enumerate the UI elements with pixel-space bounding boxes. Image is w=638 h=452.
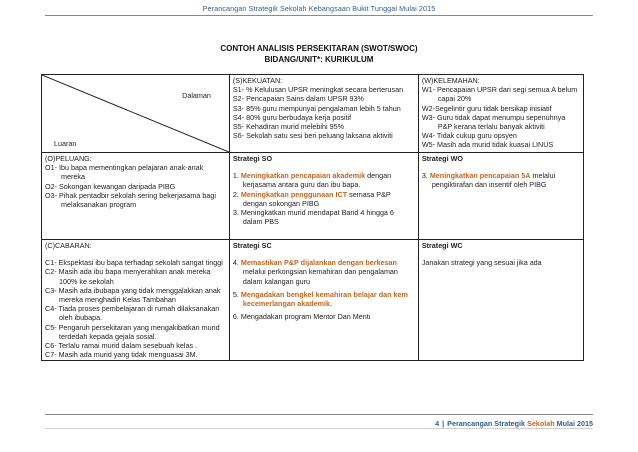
list-item: W2-Segelintir guru tidak bersikap inisiatif <box>421 103 552 113</box>
strategy-item-highlight: Mengadakan bengkel kemahiran belajar dan kem kecemerlangan akademik. <box>240 289 408 309</box>
strategy-wo-cell <box>418 153 583 240</box>
strengths-list <box>233 85 415 140</box>
strategy-item <box>233 171 415 189</box>
strategy-item-number: 4. <box>232 258 239 268</box>
strategy-item <box>233 258 415 286</box>
table-row-internal <box>42 75 584 153</box>
strategy-item-number: 3. <box>232 208 239 218</box>
list-item: W1- Pencapaian UPSR dari segi semua A belum capai 20% <box>421 85 578 104</box>
strategy-wc-title: Strategi WC <box>421 241 463 250</box>
strategy-sc-cell <box>229 240 418 361</box>
weaknesses-heading: (W)KELEMAHAN: <box>421 76 480 85</box>
strategy-wc-cell <box>418 240 583 361</box>
strategy-item-text: semasa P&P dengan sokongan PIBG <box>242 189 391 208</box>
document-title: CONTOH ANALISIS PERSEKITARAN (SWOT/SWOC) <box>220 44 418 53</box>
strategy-sc-title: Strategi SC <box>232 241 272 250</box>
list-item: C2- Masih ada ibu bapa menyerahkan anak mereka 100% ke sekolah <box>45 267 211 286</box>
strategy-item <box>233 312 415 321</box>
strategy-item-text: melalui pengiktirafan dan insentif oleh PIBG <box>431 171 556 190</box>
strategy-item-highlight: Meningkatkan penggunaan ICT <box>240 189 348 199</box>
diagonal-header-cell <box>42 75 230 153</box>
page-number: 4 <box>435 419 440 428</box>
footer-separator: | <box>442 419 445 428</box>
strategy-item-text: melalui perkongsian kemahiran dan pengalaman dalam kalangan guru <box>242 267 398 286</box>
strategy-item <box>422 171 580 189</box>
list-item: C1- Ekspektasi ibu bapa terhadap sekolah sangat tinggi <box>45 258 223 268</box>
list-item: S5- Kehadiran murid melebihi 95% <box>232 122 344 132</box>
footer-divider-light <box>45 428 593 429</box>
challenges-heading: (C)CABARAN: <box>45 241 92 250</box>
opportunities-cell <box>42 153 230 240</box>
strategy-so-list <box>233 171 415 226</box>
footer-label-end: Mulai 2015 <box>556 419 593 428</box>
page-footer <box>435 419 593 428</box>
strategy-item <box>233 208 415 226</box>
list-item: S2- Pencapaian Sains dalam UPSR 93% <box>232 94 364 104</box>
running-header: Perancangan Strategik Sekolah Kebangsaan Bukit Tunggal Mulai 2015 <box>202 4 436 13</box>
strategy-sc-list <box>233 258 415 321</box>
list-item: S3- 85% guru mempunyai pengalaman lebih 5 tahun <box>232 103 401 113</box>
list-item: C6- Terlalu ramai murid dalam sesebuah kelas . <box>45 341 198 351</box>
strategy-item-highlight: Meningkatkan pencapaian akademik <box>240 171 366 181</box>
list-item: W4- Tidak cukup guru opsyen <box>421 131 517 141</box>
strategy-item-number: 3. <box>421 171 428 181</box>
challenges-list <box>45 258 226 359</box>
strategy-item-text: Meningkatkan murid mendapat Band 4 hingga 6 dalam PBS <box>240 208 394 227</box>
footer-label-start: Perancangan Strategik <box>447 419 526 428</box>
strengths-cell <box>229 75 418 153</box>
challenges-cell <box>42 240 230 361</box>
list-item: W3- Guru tidak dapat menumpu sepenuhnya P&P kerana terlalu banyak aktiviti <box>421 112 566 132</box>
document-subtitle: BIDANG/UNIT*: KURIKULUM <box>264 55 374 64</box>
strategy-wo-title: Strategi WO <box>421 154 463 163</box>
header-divider <box>45 15 593 16</box>
strategy-so-cell <box>229 153 418 240</box>
label-external: Luaran <box>54 138 77 148</box>
list-item: O1- Ibu bapa mementingkan pelajaran anak-anak mereka <box>45 163 204 182</box>
table-row-opportunities <box>42 153 584 240</box>
list-item: C7- Masih ada murid yang tidak menguasai 3M. <box>45 350 198 360</box>
swot-table <box>41 74 584 361</box>
table-row-challenges <box>42 240 584 361</box>
list-item: C4- Tiada proses pembelajaran di rumah dilaksanakan oleh ibubapa. <box>45 304 220 323</box>
list-item: C5- Pengaruh persekitaran yang mengakibatkan murid terdedah kepada gejala sosial. <box>45 322 220 341</box>
strategy-item-highlight: Memastikan P&P dijalankan dengan berkesan <box>240 258 397 268</box>
strategy-item-highlight: Meningkatkan pencapaian 5A <box>429 171 531 181</box>
list-item: S4- 80% guru berbudaya kerja positif <box>232 112 352 122</box>
list-item: S1- % Kelulusan UPSR meningkat secara berterusan <box>232 85 404 95</box>
strategy-item-text: Mengadakan program Mentor Dan Menti <box>240 312 371 322</box>
strategy-item-number: 2. <box>232 189 239 199</box>
list-item: W5- Masih ada murid tidak kuasai LINUS <box>421 140 554 150</box>
strategy-item-text: dengan kerjasama antara guru dan ibu bapa. <box>242 171 392 190</box>
opportunities-heading: (O)PELUANG: <box>45 154 92 163</box>
strategy-item-number: 1. <box>232 171 239 181</box>
strategy-wo-list <box>422 171 580 189</box>
strategy-item <box>233 190 415 208</box>
weaknesses-list <box>422 85 580 149</box>
list-item: O3- Pihak pentadbir sekolah sering bekerjasama bagi melaksanakan program <box>45 190 217 210</box>
list-item: C3- Masih ada ibubapa yang tidak menggalakkan anak mereka menghadiri Kelas Tambahan <box>45 285 221 305</box>
label-internal: Dalaman <box>182 91 211 100</box>
list-item: S6- Sekolah satu sesi beri peluang laksana aktiviti <box>232 131 393 141</box>
footer-label-accent: Sekolah <box>527 419 555 428</box>
strategy-so-title: Strategi SO <box>232 154 273 163</box>
strategy-item-number: 5. <box>232 289 239 299</box>
strategy-item-number: 6. <box>232 312 239 322</box>
list-item: O2- Sokongan kewangan daripada PIBG <box>45 181 176 191</box>
opportunities-list <box>45 163 226 209</box>
weaknesses-cell <box>418 75 583 153</box>
strategy-wc-text: Janakan strategi yang sesuai jika ada <box>421 258 542 268</box>
strategy-item <box>233 290 415 308</box>
strengths-heading: (S)KEKUATAN: <box>232 76 283 85</box>
footer-divider <box>45 414 593 415</box>
